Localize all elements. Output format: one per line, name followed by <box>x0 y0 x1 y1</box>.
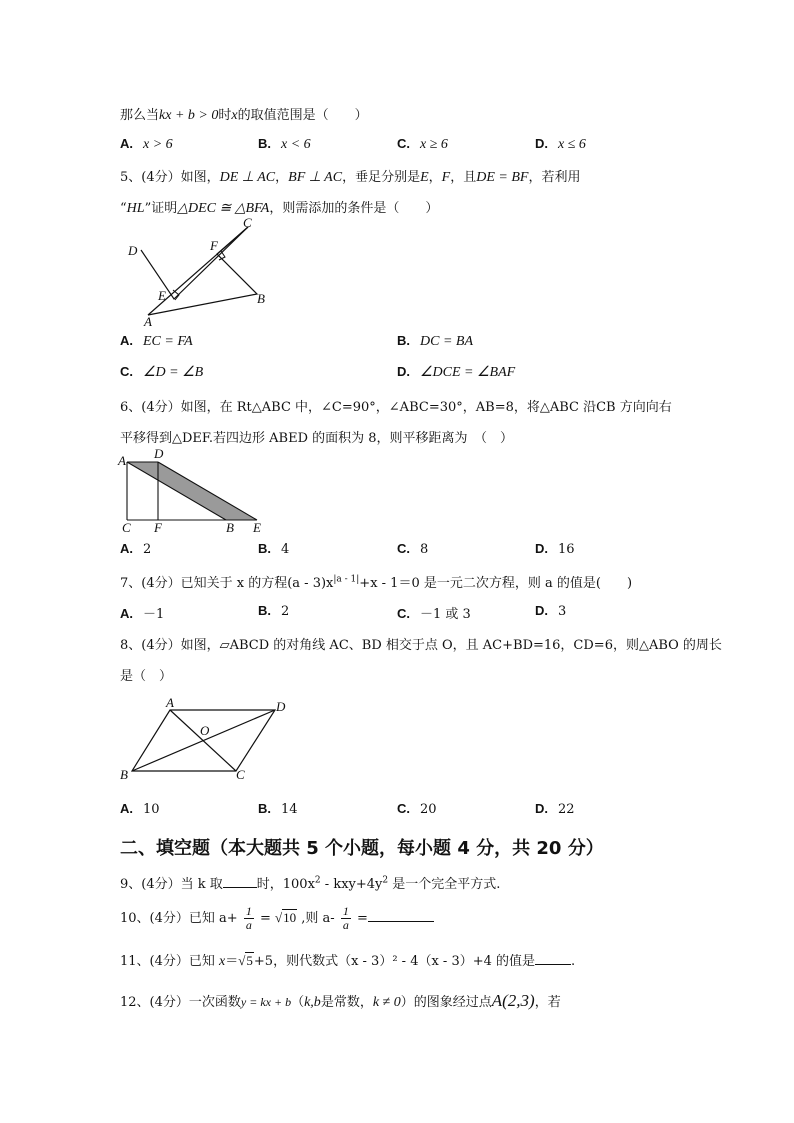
q12-stem: 12、(4分）一次函数y = kx + b（k,b是常数，k ≠ 0）的图象经过点A(2,3)，若 <box>120 991 561 1010</box>
q8-option-c[interactable]: C. 20 <box>397 801 437 817</box>
q6-label-b: B <box>226 520 234 535</box>
q9-answer-blank[interactable] <box>223 875 257 888</box>
q8-figure <box>118 695 298 790</box>
q4-option-a[interactable]: A. x > 6 <box>120 136 173 152</box>
q6-stem-line2: 平移得到△DEF.若四边形 ABED 的面积为 8，则平移距离为 （ ） <box>120 431 514 446</box>
q7-option-d[interactable]: D. 3 <box>535 603 567 619</box>
q4-stem: 那么当kx + b > 0时x的取值范围是（ ） <box>120 108 368 123</box>
q11-sqrt: √5 <box>238 953 253 968</box>
q6-option-b[interactable]: B. 4 <box>258 541 290 557</box>
q11-answer-blank[interactable] <box>535 952 571 965</box>
q6-label-d: D <box>154 446 164 461</box>
q8-label-c: C <box>236 767 245 782</box>
q5-stem-line1: 5、(4分）如图，DE ⊥ AC，BF ⊥ AC，垂足分别是E，F，且DE = BF，若利用 <box>120 170 581 185</box>
q6-option-c[interactable]: C. 8 <box>397 541 429 557</box>
q6-label-a: A <box>118 453 126 468</box>
q10-fraction-2: $\frac{1}{a}$ <box>342 904 349 932</box>
q8-option-a[interactable]: A. 10 <box>120 801 160 817</box>
q10-sqrt: √10 <box>275 910 297 925</box>
q8-stem-line1: 8、(4分）如图，▱ABCD 的对角线 AC、BD 相交于点 O，且 AC+BD=16，CD=6，则△ABO 的周长 <box>120 638 722 653</box>
q6-label-c: C <box>122 520 131 535</box>
q5-label-a: A <box>144 314 152 329</box>
q9-stem: 9、(4分）当 k 取 时，$100x^2 - kxy+4y^2$ 是一个完全平方式. <box>120 875 501 892</box>
q7-option-a[interactable]: A. －1 <box>120 606 165 622</box>
q7-option-b[interactable]: B. 2 <box>258 603 290 619</box>
q6-label-e: E <box>253 520 261 535</box>
q8-label-d: D <box>276 699 286 714</box>
q5-label-e: E <box>158 288 166 303</box>
q6-stem-line1: 6、(4分）如图，在 Rt△ABC 中，∠C=90°，∠ABC=30°，AB=8，将△ABC 沿CB 方向向右 <box>120 400 672 415</box>
q4-option-c[interactable]: C. x ≥ 6 <box>397 136 448 152</box>
q8-label-o: O <box>200 723 210 738</box>
q6-option-d[interactable]: D. 16 <box>535 541 575 557</box>
q5-label-d: D <box>128 243 138 258</box>
q4-option-d[interactable]: D. x ≤ 6 <box>535 136 586 152</box>
q4-option-b[interactable]: B. x < 6 <box>258 136 311 152</box>
q8-label-a: A <box>166 695 174 710</box>
q10-fraction-1: $\frac{1}{a}$ <box>245 904 252 932</box>
q5-figure <box>120 215 280 327</box>
q8-label-b: B <box>120 767 128 782</box>
q5-option-d[interactable]: D. ∠DCE = ∠BAF <box>397 364 516 380</box>
q11-stem: 11、(4分）已知 x＝√5+5，则代数式（x - 3）² - 4（x - 3）+4 的值是 . <box>120 953 576 969</box>
q5-label-b: B <box>257 291 265 306</box>
q6-option-a[interactable]: A. 2 <box>120 541 152 557</box>
q8-option-d[interactable]: D. 22 <box>535 801 575 817</box>
q6-figure <box>118 446 268 535</box>
q10-stem: 10、(4分）已知 a+ $\frac{1}{a}$ = √10 ,则 a- $\frac{1}{a}$ = <box>120 905 434 932</box>
q7-stem: 7、(4分）已知关于 x 的方程$(a - 3)x^{|a - 1|}+x - 1=0$ 是一元二次方程，则 a 的值是( ) <box>120 574 633 591</box>
q5-option-a[interactable]: A. EC = FA <box>120 333 193 349</box>
q8-option-b[interactable]: B. 14 <box>258 801 298 817</box>
q8-stem-line2: 是（ ） <box>120 669 173 684</box>
q6-label-f: F <box>154 520 162 535</box>
q5-label-f: F <box>210 238 218 253</box>
q5-option-c[interactable]: C. ∠D = ∠B <box>120 364 204 380</box>
section-2-title: 二、填空题（本大题共 5 个小题，每小题 4 分，共 20 分） <box>120 838 604 859</box>
q10-answer-blank[interactable] <box>368 909 434 922</box>
q5-label-c: C <box>243 215 252 230</box>
q7-option-c[interactable]: C. －1 或 3 <box>397 606 471 622</box>
q5-option-b[interactable]: B. DC = BA <box>397 333 473 349</box>
q5-stem-line2: “HL”证明△DEC ≅ △BFA，则需添加的条件是（ ） <box>120 201 439 216</box>
